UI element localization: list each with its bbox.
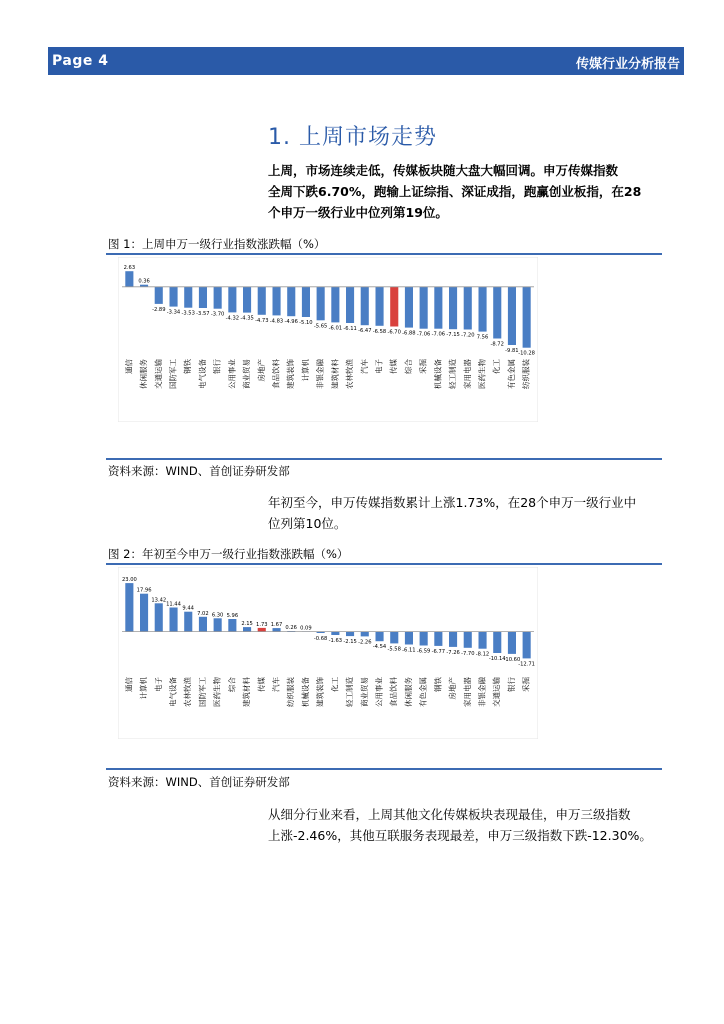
- figure2-source: 资料来源：WIND、首创证券研发部: [108, 775, 290, 789]
- svg-text:建筑装饰: 建筑装饰: [286, 359, 296, 389]
- category-tick-label: [315, 359, 325, 389]
- summary-line: 上周，市场连续走低，传媒板块随大盘大幅回调。申万传媒指数: [268, 163, 619, 178]
- category-tick-label: [153, 359, 163, 389]
- category-tick-label: [285, 677, 295, 707]
- chart-bar: [140, 594, 148, 632]
- category-tick-label: [447, 677, 457, 700]
- category-tick-label: [182, 359, 192, 374]
- category-tick-label: [374, 359, 384, 374]
- chart-bar: [390, 632, 398, 644]
- data-label: -4.54: [372, 644, 387, 651]
- category-tick-label: [344, 359, 354, 389]
- figure1-top-rule: [106, 253, 662, 255]
- svg-text:食品饮料: 食品饮料: [271, 359, 281, 389]
- data-label: 7.02: [197, 610, 209, 617]
- chart-bar: [273, 287, 281, 316]
- category-tick-label: [329, 677, 339, 692]
- chart-bar: [273, 628, 281, 632]
- category-tick-label: [506, 359, 516, 389]
- chart-bar: [390, 287, 398, 327]
- svg-text:电子: 电子: [153, 677, 163, 692]
- category-tick-label: [169, 359, 178, 389]
- svg-text:有色金属: 有色金属: [418, 677, 428, 707]
- chart-bar: [155, 603, 163, 631]
- svg-text:综合: 综合: [227, 677, 237, 692]
- chart-bar: [508, 632, 516, 654]
- chart-bar: [493, 287, 501, 339]
- svg-text:电气设备: 电气设备: [168, 677, 178, 707]
- category-tick-label: [491, 359, 501, 374]
- category-tick-label: [477, 359, 487, 389]
- category-tick-label: [521, 359, 531, 389]
- svg-text:汽车: 汽车: [271, 677, 281, 692]
- category-tick-label: [241, 677, 251, 707]
- data-label: -2.26: [358, 639, 372, 646]
- chart-bar: [184, 612, 192, 632]
- svg-text:采掘: 采掘: [521, 677, 531, 692]
- figure1-source: 资料来源：WIND、首创证券研发部: [108, 464, 290, 478]
- chart-bar: [258, 628, 266, 632]
- svg-text:传媒: 传媒: [256, 677, 266, 692]
- category-tick-label: [418, 677, 428, 707]
- data-label: -7.15: [446, 332, 460, 339]
- category-tick-label: [123, 359, 133, 374]
- data-label: 2.15: [241, 621, 253, 628]
- data-label: -3.53: [181, 310, 195, 317]
- data-label: -3.34: [166, 309, 181, 316]
- category-tick-label: [403, 359, 413, 374]
- report-title: 传媒行业分析报告: [575, 57, 680, 72]
- svg-text:纺织服装: 纺织服装: [286, 677, 296, 707]
- sub-industry-line: 从细分行业来看，上周其他文化传媒板块表现最佳，申万三级指数: [268, 807, 631, 822]
- svg-text:医药生物: 医药生物: [477, 359, 487, 389]
- category-tick-label: [197, 359, 207, 389]
- figure1-bottom-rule: [106, 458, 662, 460]
- chart-bar: [346, 632, 354, 637]
- figure2-bottom-rule: [106, 768, 662, 770]
- category-tick-label: [300, 359, 310, 382]
- svg-text:休闲服务: 休闲服务: [139, 359, 149, 389]
- chart-bar: [523, 632, 531, 659]
- chart-bar: [405, 287, 413, 328]
- category-tick-label: [374, 677, 384, 707]
- svg-text:化工: 化工: [492, 359, 502, 374]
- svg-text:钢铁: 钢铁: [183, 359, 193, 374]
- data-label: -5.10: [299, 320, 313, 326]
- chart-bar: [449, 287, 457, 329]
- figure2-bar-chart: [118, 567, 538, 739]
- data-label: -6.70: [387, 329, 401, 336]
- chart-bar: [464, 287, 472, 330]
- category-tick-label: [256, 359, 266, 382]
- data-label: 1.73: [256, 621, 268, 628]
- category-tick-label: [388, 359, 398, 374]
- svg-text:非银金融: 非银金融: [315, 359, 325, 389]
- category-tick-label: [462, 359, 472, 389]
- svg-text:农林牧渔: 农林牧渔: [345, 359, 355, 389]
- data-label: -4.83: [269, 318, 284, 325]
- figure1-bar-chart: [118, 257, 538, 422]
- svg-text:计算机: 计算机: [300, 359, 310, 382]
- sub-industry-paragraph: [268, 804, 668, 846]
- svg-text:建筑材料: 建筑材料: [242, 677, 252, 707]
- data-label: -6.88: [402, 330, 416, 337]
- chart-bar: [449, 632, 457, 647]
- svg-text:电气设备: 电气设备: [197, 359, 207, 389]
- chart-bar: [434, 632, 442, 646]
- data-label: -7.26: [446, 649, 460, 656]
- svg-text:计算机: 计算机: [139, 677, 149, 700]
- category-tick-label: [168, 677, 178, 707]
- svg-text:建筑装饰: 建筑装饰: [315, 677, 325, 707]
- chart-bar: [434, 287, 442, 329]
- svg-text:机械设备: 机械设备: [300, 677, 310, 707]
- category-tick-label: [388, 677, 398, 707]
- svg-text:交通运输: 交通运输: [492, 677, 502, 707]
- data-label: -2.15: [343, 639, 357, 646]
- chart-bar: [170, 287, 178, 307]
- summary-line: 个申万一级行业中位列第19位。: [268, 205, 448, 220]
- chart-bar: [331, 632, 339, 635]
- svg-text:银行: 银行: [506, 677, 516, 692]
- category-tick-label: [491, 677, 501, 707]
- category-tick-label: [432, 677, 442, 692]
- data-label: -7.06: [416, 331, 431, 338]
- ytd-paragraph: [268, 492, 668, 534]
- chart-bar: [243, 627, 251, 632]
- svg-text:轻工制造: 轻工制造: [448, 359, 458, 389]
- category-tick-label: [300, 677, 310, 707]
- chart-bar: [214, 287, 222, 309]
- chart-bar: [155, 287, 163, 304]
- svg-text:轻工制造: 轻工制造: [345, 677, 355, 707]
- svg-text:家用电器: 家用电器: [462, 677, 472, 707]
- svg-text:机械设备: 机械设备: [433, 359, 443, 389]
- data-label: 0.36: [138, 278, 150, 285]
- category-tick-label: [138, 359, 148, 389]
- chart-bar: [199, 287, 207, 308]
- data-label: -6.58: [372, 328, 387, 335]
- chart-bar: [361, 632, 369, 637]
- chart-bar: [184, 287, 192, 308]
- data-label: -4.96: [284, 319, 298, 326]
- svg-text:非银金融: 非银金融: [477, 677, 487, 707]
- data-label: -8.12: [475, 651, 490, 658]
- svg-text:房地产: 房地产: [448, 677, 458, 700]
- svg-text:钢铁: 钢铁: [433, 677, 443, 692]
- category-tick-label: [418, 359, 428, 374]
- category-tick-label: [138, 677, 148, 700]
- category-tick-label: [212, 359, 222, 374]
- chart-bar: [361, 287, 369, 325]
- chart-bar: [346, 287, 354, 323]
- data-label: 7.56: [476, 334, 489, 341]
- data-label: -5.58: [387, 646, 401, 653]
- chart-bar: [170, 608, 178, 632]
- page-number: Page 4: [52, 53, 109, 69]
- category-tick-label: [226, 677, 236, 692]
- svg-text:化工: 化工: [330, 677, 340, 692]
- chart-bar: [376, 632, 384, 642]
- svg-text:国防军工: 国防军工: [197, 677, 207, 707]
- data-label: -8.72: [490, 341, 504, 348]
- category-tick-label: [271, 359, 281, 389]
- chart-bar: [523, 287, 531, 348]
- data-label: -7.06: [431, 331, 446, 338]
- svg-text:国防军工: 国防军工: [168, 359, 178, 389]
- svg-text:通信: 通信: [124, 359, 134, 374]
- svg-text:采掘: 采掘: [418, 359, 428, 374]
- category-tick-label: [182, 677, 192, 707]
- ytd-line: 位列第10位。: [268, 516, 347, 531]
- data-label: 2.63: [123, 265, 136, 272]
- data-label: -10.14: [488, 656, 506, 662]
- category-tick-label: [315, 677, 325, 707]
- data-label: -0.68: [313, 636, 328, 642]
- category-tick-label: [285, 359, 295, 389]
- chart-bar: [508, 287, 516, 345]
- category-tick-label: [432, 359, 442, 389]
- chart-bar: [302, 287, 310, 317]
- chart-bar: [214, 618, 222, 631]
- svg-text:建筑材料: 建筑材料: [330, 359, 340, 389]
- svg-text:交通运输: 交通运输: [153, 359, 163, 389]
- chart-bar: [420, 632, 428, 646]
- svg-text:农林牧渔: 农林牧渔: [183, 677, 193, 707]
- figure2-top-rule: [106, 563, 662, 565]
- data-label: 9.44: [182, 605, 194, 612]
- chart-bar: [331, 287, 339, 323]
- category-tick-label: [198, 677, 207, 707]
- svg-text:银行: 银行: [212, 359, 222, 374]
- category-tick-label: [447, 359, 457, 389]
- svg-text:公用事业: 公用事业: [227, 359, 237, 389]
- svg-text:汽车: 汽车: [359, 359, 369, 374]
- category-tick-label: [271, 677, 281, 692]
- chart-bar: [228, 619, 236, 632]
- data-label: -4.35: [240, 315, 254, 322]
- chart-bar: [493, 632, 501, 653]
- data-label: -4.73: [255, 317, 269, 324]
- svg-text:家用电器: 家用电器: [462, 359, 472, 389]
- svg-text:休闲服务: 休闲服务: [403, 677, 413, 707]
- data-label: -4.32: [225, 315, 240, 322]
- data-label: 23.00: [121, 577, 137, 584]
- chart-bar: [479, 632, 487, 649]
- category-tick-label: [212, 677, 222, 707]
- data-label: -1.63: [328, 638, 343, 644]
- data-label: -7.70: [461, 650, 475, 657]
- data-label: -3.70: [210, 311, 225, 318]
- chart-bar: [405, 632, 413, 645]
- figure1-caption: 图 1：上周申万一级行业指数涨跌幅（%）: [108, 237, 326, 251]
- data-label: -9.81: [505, 347, 519, 354]
- ytd-line: 年初至今，申万传媒指数累计上涨1.73%，在28个申万一级行业中: [268, 495, 637, 510]
- data-label: 13.42: [151, 597, 167, 604]
- data-label: 11.44: [166, 601, 181, 608]
- data-label: -3.57: [196, 311, 210, 317]
- data-label: 1.67: [270, 622, 283, 629]
- category-tick-label: [153, 677, 163, 692]
- svg-text:综合: 综合: [403, 359, 413, 374]
- chart-bar: [228, 287, 236, 313]
- category-tick-label: [256, 677, 266, 692]
- category-tick-label: [403, 677, 413, 707]
- data-label: 5.96: [226, 613, 239, 619]
- category-tick-label: [329, 359, 339, 389]
- figure2-caption: 图 2：年初至今申万一级行业指数涨跌幅（%）: [108, 547, 349, 561]
- data-label: -10.60: [503, 656, 521, 663]
- data-label: -10.28: [518, 350, 535, 357]
- data-label: -6.11: [402, 647, 416, 654]
- chart-bar: [243, 287, 251, 313]
- category-tick-label: [359, 677, 369, 707]
- chart-bar: [479, 287, 487, 332]
- data-label: -6.11: [343, 326, 357, 332]
- data-label: 0.26: [285, 625, 297, 631]
- sub-industry-line: 上涨-2.46%，其他互联服务表现最差，申万三级指数下跌-12.30%。: [268, 828, 652, 843]
- chart-bar: [125, 271, 133, 287]
- data-label: -6.01: [328, 325, 343, 332]
- svg-text:通信: 通信: [124, 677, 134, 692]
- svg-text:商业贸易: 商业贸易: [242, 359, 252, 389]
- category-tick-label: [241, 359, 251, 389]
- svg-text:纺织服装: 纺织服装: [521, 359, 531, 389]
- category-tick-label: [521, 677, 531, 692]
- page-header-bar: [48, 47, 684, 75]
- category-tick-label: [359, 359, 369, 374]
- data-label: -12.71: [518, 661, 535, 668]
- chart-bar: [376, 287, 384, 326]
- chart-bar: [317, 287, 325, 321]
- category-tick-label: [344, 677, 354, 707]
- data-label: -7.20: [461, 332, 475, 339]
- data-label: 6.30: [211, 612, 224, 619]
- data-label: -2.89: [152, 306, 166, 313]
- data-label: 17.96: [136, 587, 152, 594]
- chart-bar: [287, 287, 295, 316]
- chart-frame: [118, 257, 538, 422]
- summary-line: 全周下跌6.70%，跑输上证综指、深证成指，跑赢创业板指，在28: [268, 184, 642, 199]
- category-tick-label: [226, 359, 236, 389]
- data-label: -5.65: [313, 323, 328, 330]
- svg-text:传媒: 传媒: [389, 359, 399, 374]
- svg-text:医药生物: 医药生物: [212, 677, 222, 707]
- svg-text:电子: 电子: [374, 359, 384, 374]
- data-label: 0.09: [300, 625, 312, 632]
- chart-bar: [258, 287, 266, 315]
- chart-bar: [464, 632, 472, 648]
- section-title: 1. 上周市场走势: [268, 125, 437, 150]
- category-tick-label: [477, 677, 487, 707]
- category-tick-label: [506, 677, 516, 692]
- svg-text:食品饮料: 食品饮料: [389, 677, 399, 707]
- data-label: -6.77: [431, 648, 446, 655]
- chart-bar: [125, 583, 133, 632]
- data-label: -6.59: [416, 648, 431, 655]
- svg-text:有色金属: 有色金属: [506, 359, 516, 389]
- chart-bar: [199, 617, 207, 632]
- data-label: -6.47: [358, 328, 372, 335]
- category-tick-label: [123, 677, 133, 692]
- svg-text:房地产: 房地产: [256, 359, 266, 382]
- summary-paragraph: [268, 160, 668, 223]
- svg-text:商业贸易: 商业贸易: [359, 677, 369, 707]
- category-tick-label: [462, 677, 472, 707]
- chart-bar: [420, 287, 428, 329]
- svg-text:公用事业: 公用事业: [374, 677, 384, 707]
